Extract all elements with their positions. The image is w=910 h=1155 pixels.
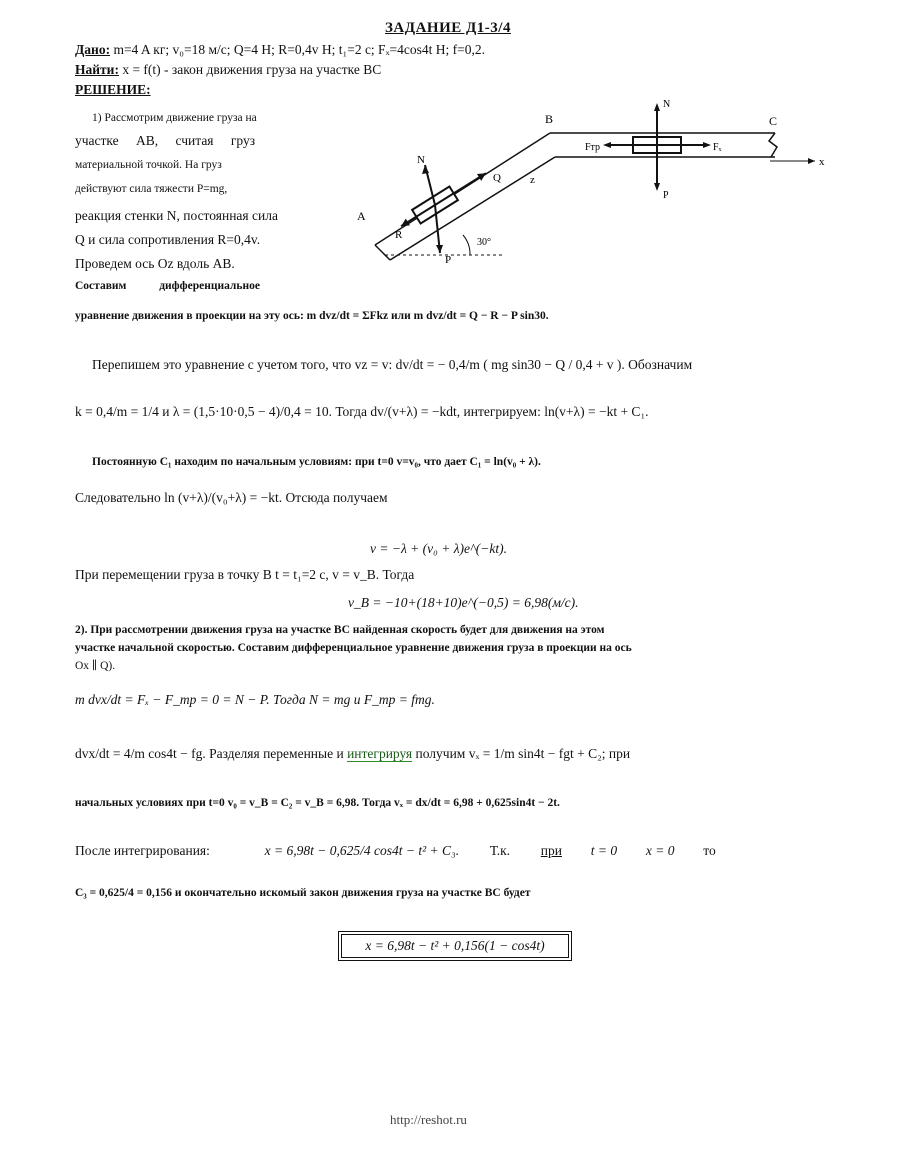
task-title: ЗАДАНИЕ Д1-3/4 <box>385 20 511 36</box>
solution-label: РЕШЕНИЕ: <box>75 82 151 97</box>
p5-line-c: Ox ∥ Q). <box>75 660 116 672</box>
label-x: x <box>819 156 825 168</box>
given-line <box>75 42 485 58</box>
p8-text-a: После интегрирования: <box>75 843 210 858</box>
p6-link: интегрируя <box>347 746 413 761</box>
final-answer-box <box>338 931 572 961</box>
label-C: C <box>769 114 778 128</box>
find-label: Найти: <box>75 62 119 77</box>
label-angle: 30° <box>477 237 491 248</box>
p8-text-f: то <box>703 843 716 858</box>
p5-line-b: участке начальной скоростью. Составим дифференциальное уравнение движения груза в проекции на ось <box>75 642 632 654</box>
p1-line-2: участке AB, считая груз <box>75 133 256 148</box>
p1-line-4: действуют сила тяжести P=mg, <box>75 183 228 195</box>
p8-text-d: t = 0 <box>590 843 618 858</box>
given-text: m=4 A кг; v₀=18 м/с; Q=4 Н; R=0,4v Н; t₁=2 с; Fₓ=4cos4t Н; f=0,2. <box>113 42 485 57</box>
p8-text-e: x = 0 <box>645 843 675 858</box>
p1-line-7: Проведем ось Oz вдоль AB. <box>75 256 235 271</box>
footer-url[interactable]: http://reshot.ru <box>390 1112 467 1127</box>
label-P: P <box>445 254 452 266</box>
label-A: A <box>357 209 366 223</box>
label-B: B <box>545 112 554 126</box>
label-N2: N <box>663 99 671 110</box>
label-z: z <box>530 174 535 186</box>
given-label: Дано: <box>75 42 111 57</box>
p4-line: При перемещении груза в точку B t = t₁=2 с, v = v_B. Тогда <box>75 567 415 582</box>
find-line <box>75 62 381 78</box>
p1-line-3: материальной точкой. На груз <box>75 159 222 171</box>
p6-text-a: dvx/dt = 4/m cos4t − fg. Разделяя переменные и <box>75 746 344 761</box>
p7-line: начальных условиях при t=0 v₀ = v_B = C₂ = v_B = 6,98. Тогда vₓ = dx/dt = 6,98 + 0,625sin4t − 2t. <box>75 797 560 809</box>
p8-text-b: Т.к. <box>489 843 511 858</box>
label-Ftr: Fтр <box>585 142 601 153</box>
label-Fx: Fₓ <box>713 142 722 153</box>
find-text: x = f(t) - закон движения груза на участке BC <box>122 62 382 77</box>
p8-text-c: при <box>540 843 562 858</box>
label-Q: Q <box>493 172 501 184</box>
p8-line <box>75 843 716 859</box>
p1-continuation: уравнение движения в проекции на эту ось: m dvz/dt = ΣFkz или m dvz/dt = Q − R − P sin30. <box>75 310 549 322</box>
p1-line-6: Q и сила сопротивления R=0,4v. <box>75 232 261 247</box>
label-R: R <box>395 229 403 241</box>
p6-text-b: получим vₓ = 1/m sin4t − fgt + C₂; при <box>415 746 631 761</box>
p2-line-b: k = 0,4/m = 1/4 и λ = (1,5·10·0,5 − 4)/0,4 = 10. Тогда dv/(v+λ) = −kdt, интегрируем: ln(v+λ) = −kt + C₁. <box>75 404 649 419</box>
label-N: N <box>417 154 425 166</box>
p1-line-8: Составим дифференциальное <box>75 280 260 292</box>
final-answer: x = 6,98t − t² + 0,156(1 − cos4t) <box>365 938 545 953</box>
p3-line-a: Постоянную C₁ находим по начальным условиям: при t=0 v=v₀, что дает C₁ = ln(v₀ + λ). <box>92 456 541 468</box>
p1-line-5: реакция стенки N, постоянная сила <box>75 208 278 223</box>
p9-line: C₃ = 0,625/4 = 0,156 и окончательно искомый закон движения груза на участке BC будет <box>75 887 531 899</box>
p1-line-1: 1) Рассмотрим движение груза на <box>92 112 257 124</box>
p2-line-a: Перепишем это уравнение с учетом того, что vz = v: dv/dt = − 0,4/m ( mg sin30 − Q / 0,4 + v ). Обозначим <box>92 357 693 372</box>
eq-velocity: v = −λ + (v₀ + λ)e^(−kt). <box>370 541 507 556</box>
mechanics-diagram <box>345 95 835 275</box>
p5-line-a: 2). При рассмотрении движения груза на участке BC найденная скорость будет для движения на этом <box>75 624 605 636</box>
eq-motion: m dvx/dt = Fₓ − F_тр = 0 = N − P. Тогда N = mg и F_тр = fmg. <box>75 692 435 707</box>
p3-line-b: Следовательно ln (v+λ)/(v₀+λ) = −kt. Отсюда получаем <box>75 490 388 505</box>
label-P2: P <box>663 190 669 201</box>
p6-line <box>75 746 630 762</box>
p8-eq: x = 6,98t − 0,625/4 cos4t − t² + C₃. <box>264 843 460 858</box>
eq-vb: v_B = −10+(18+10)e^(−0,5) = 6,98(м/с). <box>348 595 579 610</box>
